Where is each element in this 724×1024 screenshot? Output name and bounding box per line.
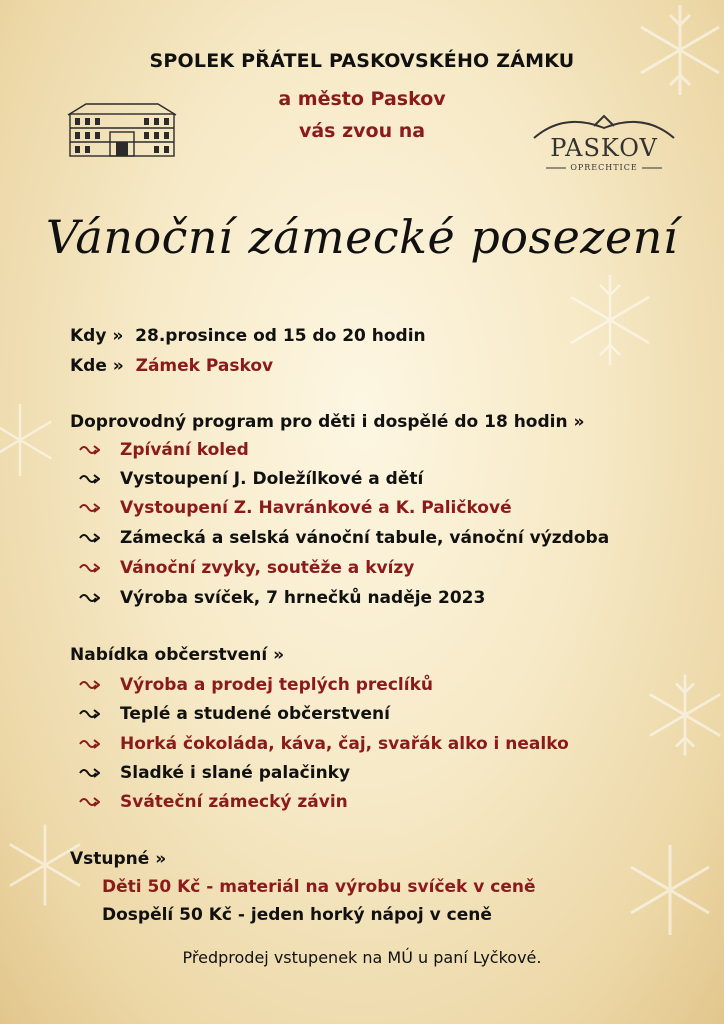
refreshments-heading: Nabídka občerstvení »: [70, 645, 285, 665]
program-item-label: Vystoupení Z. Havránkové a K. Paličkové: [120, 498, 512, 518]
program-item-label: Vánoční zvyky, soutěže a kvízy: [120, 558, 415, 578]
when-row: [70, 326, 426, 346]
refreshment-item: [78, 674, 433, 696]
flourish-bullet-icon: [78, 501, 100, 515]
refreshment-item-label: Teplé a studené občerstvení: [120, 704, 390, 724]
program-item: [78, 527, 609, 549]
program-heading: Doprovodný program pro děti i dospělé do 18 hodin »: [70, 412, 585, 432]
flourish-bullet-icon: [78, 561, 100, 575]
admission-heading: Vstupné »: [70, 849, 167, 869]
flourish-bullet-icon: [78, 443, 100, 457]
flourish-bullet-icon: [78, 737, 100, 751]
flourish-bullet-icon: [78, 795, 100, 809]
organization-name: SPOLEK PŘÁTEL PASKOVSKÉHO ZÁMKU: [149, 50, 575, 72]
refreshment-item-label: Výroba a prodej teplých preclíků: [120, 675, 433, 695]
castle-logo: [66, 98, 178, 162]
flourish-bullet-icon: [78, 678, 100, 692]
flourish-bullet-icon: [78, 766, 100, 780]
flourish-bullet-icon: [78, 472, 100, 486]
refreshment-item: [78, 791, 348, 813]
refreshment-item-label: Sváteční zámecký závin: [120, 792, 348, 812]
city-line: a město Paskov: [278, 88, 446, 110]
program-item: [78, 497, 512, 519]
snowflake-icon: [0, 400, 60, 480]
event-title: Vánoční zámecké posezení: [45, 210, 679, 264]
refreshment-item-label: Sladké i slané palačinky: [120, 763, 351, 783]
program-item: [78, 439, 249, 461]
flourish-bullet-icon: [78, 531, 100, 545]
snowflake-icon: [620, 840, 720, 940]
admission-children: Děti 50 Kč - materiál na výrobu svíček v ceně: [102, 877, 536, 897]
paskov-logo-main: PASKOV: [550, 134, 658, 162]
when-label: Kdy »: [70, 326, 124, 346]
invite-line: vás zvou na: [298, 120, 426, 142]
refreshment-item: [78, 703, 390, 725]
refreshment-item: [78, 733, 569, 755]
refreshment-item-label: Horká čokoláda, káva, čaj, svařák alko i nealko: [120, 734, 569, 754]
refreshment-item: [78, 762, 350, 784]
program-item-label: Výroba svíček, 7 hrnečků naděje 2023: [120, 588, 486, 608]
program-item-label: Vystoupení J. Doležílkové a dětí: [120, 469, 424, 489]
admission-adults: Dospělí 50 Kč - jeden horký nápoj v ceně: [102, 905, 492, 925]
where-label: Kde »: [70, 356, 124, 376]
program-item-label: Zpívání koled: [120, 440, 249, 460]
presale-note: Předprodej vstupenek na MÚ u paní Lyčkové.: [182, 948, 542, 967]
when-value: 28.prosince od 15 do 20 hodin: [135, 326, 426, 346]
snowflake-icon: [560, 270, 660, 370]
paskov-logo-sub: OPRECHTICE: [570, 163, 638, 172]
program-item: [78, 587, 485, 609]
program-item-label: Zámecká a selská vánoční tabule, vánoční výzdoba: [120, 528, 610, 548]
program-item: [78, 557, 414, 579]
snowflake-icon: [640, 670, 724, 760]
where-row: [70, 356, 273, 376]
paskov-logo: [524, 110, 684, 180]
flourish-bullet-icon: [78, 591, 100, 605]
program-item: [78, 468, 423, 490]
flourish-bullet-icon: [78, 707, 100, 721]
where-value: Zámek Paskov: [135, 356, 274, 376]
